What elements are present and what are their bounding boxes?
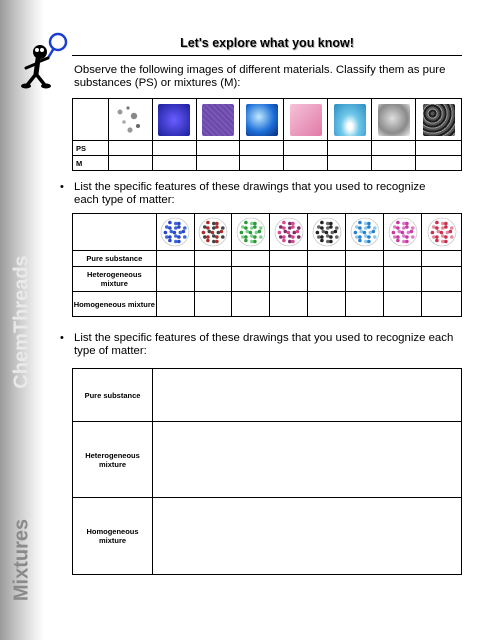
blue-crystal-image bbox=[158, 104, 190, 136]
answer-cell[interactable] bbox=[384, 292, 422, 317]
pure-substance-row-label: Pure substance bbox=[73, 251, 157, 267]
image-cell bbox=[108, 99, 152, 141]
bullet-3: • bbox=[60, 332, 64, 344]
corner-cell bbox=[73, 214, 157, 251]
mixtures-label: Mixtures bbox=[10, 518, 33, 602]
answer-cell[interactable] bbox=[240, 141, 284, 156]
answer-cell[interactable] bbox=[270, 292, 308, 317]
page-title: Let's explore what you know! bbox=[180, 36, 354, 50]
answer-cell[interactable] bbox=[156, 267, 194, 292]
title-divider bbox=[72, 55, 462, 56]
materials-classification-table bbox=[72, 98, 462, 171]
heterogeneous-row-label: Heterogeneous mixture bbox=[73, 267, 157, 292]
section2-instruction: List the specific features of these drawings that you used to recognize each type of matter: bbox=[74, 181, 426, 206]
corner-cell bbox=[73, 99, 109, 141]
green-particles-drawing bbox=[236, 217, 266, 247]
pink-particles-drawing bbox=[274, 217, 304, 247]
answer-cell[interactable] bbox=[416, 156, 462, 171]
answer-cell[interactable] bbox=[270, 267, 308, 292]
answer-cell[interactable] bbox=[384, 267, 422, 292]
black-particles-drawing bbox=[312, 217, 342, 247]
homogeneous-row-label: Homogeneous mixture bbox=[73, 292, 157, 317]
mascot-icon bbox=[14, 30, 72, 90]
bullet-2: • bbox=[60, 181, 64, 193]
red-dark-particles-drawing bbox=[198, 217, 228, 247]
answer-cell[interactable] bbox=[152, 141, 196, 156]
section3-instruction: List the specific features of these drawings that you used to recognize each type of matter: bbox=[74, 332, 454, 357]
chemthreads-label: ChemThreads bbox=[10, 255, 33, 389]
answer-cell[interactable] bbox=[328, 141, 372, 156]
ps-row-label: PS bbox=[73, 141, 109, 156]
features-answer-cell[interactable] bbox=[153, 422, 462, 498]
answer-cell[interactable] bbox=[194, 251, 232, 267]
red-pink-particles-drawing bbox=[427, 217, 457, 247]
magenta-particles-drawing bbox=[388, 217, 418, 247]
features-answer-cell[interactable] bbox=[153, 498, 462, 575]
m-row-label: M bbox=[73, 156, 109, 171]
answer-cell[interactable] bbox=[422, 267, 462, 292]
answer-cell[interactable] bbox=[194, 267, 232, 292]
pure-substance-label: Pure substance bbox=[73, 369, 153, 422]
answer-cell[interactable] bbox=[270, 251, 308, 267]
answer-cell[interactable] bbox=[196, 141, 240, 156]
answer-cell[interactable] bbox=[232, 251, 270, 267]
answer-cell[interactable] bbox=[346, 292, 384, 317]
answer-cell[interactable] bbox=[152, 156, 196, 171]
purple-texture-image bbox=[202, 104, 234, 136]
answer-cell[interactable] bbox=[156, 251, 194, 267]
answer-cell[interactable] bbox=[284, 156, 328, 171]
answer-cell[interactable] bbox=[328, 156, 372, 171]
answer-cell[interactable] bbox=[284, 141, 328, 156]
blue-lightning-image bbox=[246, 104, 278, 136]
answer-cell[interactable] bbox=[156, 292, 194, 317]
answer-cell[interactable] bbox=[196, 156, 240, 171]
blue-particles-drawing bbox=[160, 217, 190, 247]
answer-cell[interactable] bbox=[346, 267, 384, 292]
answer-cell[interactable] bbox=[308, 267, 346, 292]
drawings-classification-table bbox=[72, 213, 462, 317]
answer-cell[interactable] bbox=[346, 251, 384, 267]
answer-cell[interactable] bbox=[232, 292, 270, 317]
homogeneous-label: Homogeneous mixture bbox=[73, 498, 153, 575]
answer-cell[interactable] bbox=[372, 156, 416, 171]
bubbles-image bbox=[112, 102, 148, 138]
answer-cell[interactable] bbox=[308, 251, 346, 267]
metal-rock-image bbox=[378, 104, 410, 136]
section1-instruction: Observe the following images of different materials. Classify them as pure substances (PS) or mixtures (M): bbox=[74, 64, 446, 89]
pink-fabric-image bbox=[290, 104, 322, 136]
answer-cell[interactable] bbox=[308, 292, 346, 317]
features-answer-cell[interactable] bbox=[153, 369, 462, 422]
answer-cell[interactable] bbox=[422, 292, 462, 317]
heterogeneous-label: Heterogeneous mixture bbox=[73, 422, 153, 498]
answer-cell[interactable] bbox=[108, 141, 152, 156]
blue-cube-drawing bbox=[350, 217, 380, 247]
answer-cell[interactable] bbox=[422, 251, 462, 267]
water-drop-image bbox=[334, 104, 366, 136]
answer-cell[interactable] bbox=[384, 251, 422, 267]
answer-cell[interactable] bbox=[416, 141, 462, 156]
features-table bbox=[72, 368, 462, 575]
dark-gravel-image bbox=[423, 104, 455, 136]
answer-cell[interactable] bbox=[240, 156, 284, 171]
answer-cell[interactable] bbox=[108, 156, 152, 171]
answer-cell[interactable] bbox=[194, 292, 232, 317]
answer-cell[interactable] bbox=[232, 267, 270, 292]
answer-cell[interactable] bbox=[372, 141, 416, 156]
